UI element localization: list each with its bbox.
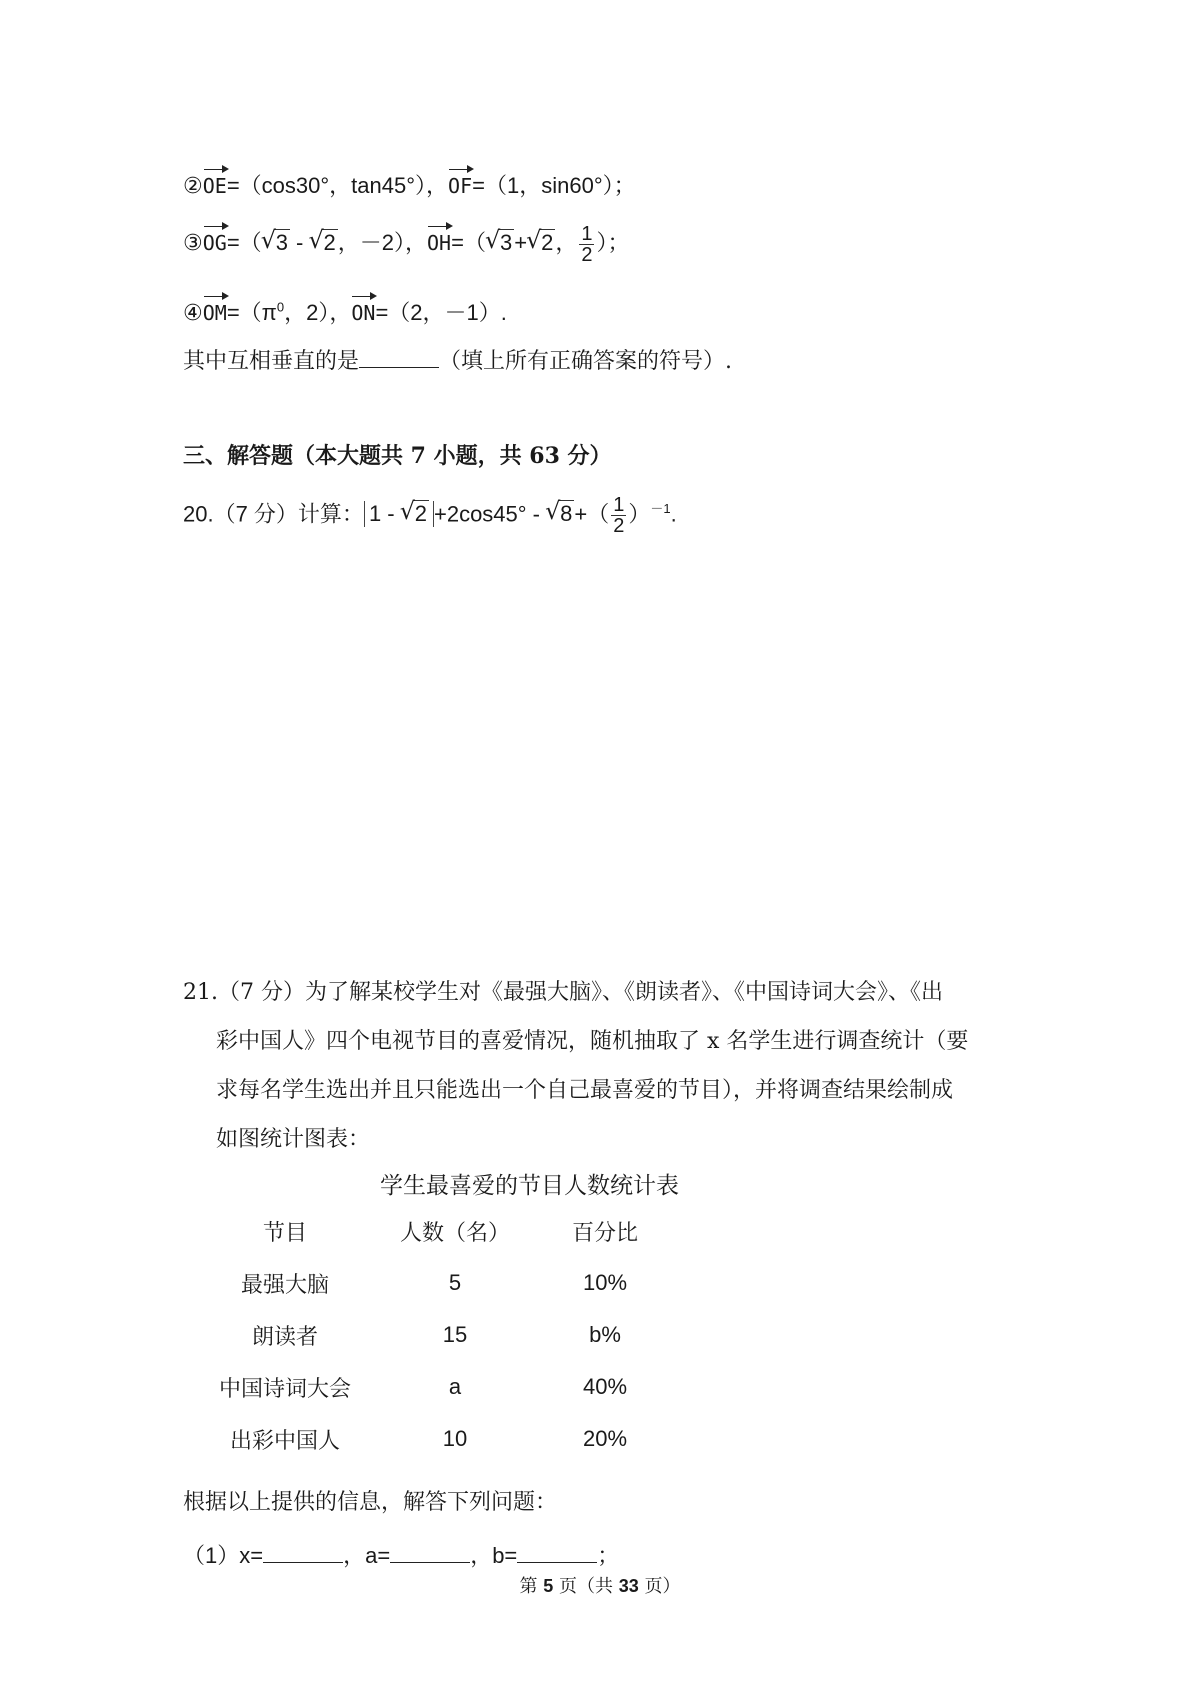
exponent: －1 [650, 501, 671, 516]
sqrt-2 [527, 228, 555, 258]
text: =（ [451, 230, 486, 255]
radicand: 2 [323, 230, 336, 255]
text: 页） [638, 1576, 681, 1597]
question-number: 20.（7 分）计算： [183, 501, 364, 527]
vector-item-4 [183, 292, 507, 328]
cell-count: 5 [448, 1270, 462, 1295]
table-row [200, 1309, 670, 1361]
text: 1 - [368, 501, 401, 527]
text: ，b= [470, 1543, 518, 1568]
cell-program: 中国诗词大会 [218, 1376, 351, 1402]
text: . [670, 501, 677, 527]
table-row [200, 1413, 670, 1465]
vector-of-value: =（1，sin60°）； [472, 173, 636, 198]
radicand: 2 [541, 230, 554, 255]
sqrt-2 [310, 228, 338, 258]
absolute-value [364, 501, 434, 527]
numerator: 1 [613, 494, 625, 517]
text: ，a= [343, 1543, 391, 1568]
radicand: 3 [499, 230, 513, 255]
table-header-row [200, 1205, 670, 1257]
table-row [200, 1361, 670, 1413]
cell-program: 朗读者 [251, 1324, 318, 1350]
text: ） [628, 501, 651, 527]
vector-item-2 [183, 165, 636, 201]
question-21-line-3: 求每名学生选出并且只能选出一个自己最喜爱的节目），并将调查结果绘制成 [216, 1078, 954, 1103]
vector-item-3 [183, 222, 629, 265]
text: 第 [519, 1576, 544, 1597]
text: +2cos45° - [433, 501, 547, 527]
question-text: 其中互相垂直的是 [183, 349, 360, 374]
sqrt-3 [262, 228, 290, 258]
cell-percent: b% [589, 1322, 621, 1347]
cell-count: a [448, 1374, 462, 1399]
cell-percent: 10% [582, 1270, 628, 1295]
cell-program: 最强大脑 [240, 1272, 329, 1298]
vector-on: ON [351, 292, 375, 328]
superscript: 0 [276, 299, 285, 315]
radicand: 3 [275, 230, 288, 255]
vector-oe: OE [203, 165, 227, 201]
page-footer [0, 1572, 1200, 1598]
text: ，－2）， [337, 230, 427, 255]
question-20 [183, 494, 677, 536]
question-hint: （填上所有正确答案的符号）. [439, 349, 733, 374]
stats-table [200, 1205, 670, 1465]
item-marker: ④ [183, 300, 203, 325]
fraction-one-half [579, 224, 594, 265]
section-heading: 三、解答题（本大题共 7 小题，共 63 分） [183, 443, 612, 469]
page-total: 33 [618, 1576, 639, 1596]
cell-count: 10 [442, 1426, 468, 1451]
denominator: 2 [613, 515, 625, 538]
text: + [514, 230, 528, 255]
radicand: 2 [414, 501, 427, 527]
cell-percent: 20% [582, 1426, 628, 1451]
text: （1）x= [183, 1543, 264, 1568]
blank-b[interactable] [517, 1540, 597, 1563]
question-21-line-2: 彩中国人》四个电视节目的喜爱情况，随机抽取了 x 名学生进行调查统计（要 [216, 1029, 969, 1054]
answer-blank[interactable] [359, 345, 439, 368]
header-program: 节目 [262, 1220, 307, 1246]
blank-x[interactable] [263, 1540, 343, 1563]
header-count: 人数（名） [399, 1220, 510, 1246]
cell-program: 出彩中国人 [229, 1428, 340, 1454]
text: ）； [596, 230, 630, 255]
table-row [200, 1257, 670, 1309]
vector-of: OF [448, 165, 472, 201]
page-number: 5 [543, 1576, 554, 1596]
text: ，2）， [284, 300, 352, 325]
denominator: 2 [581, 243, 593, 266]
vector-om: OM [203, 292, 227, 328]
vector-oe-value: =（cos30°，tan45°）， [226, 173, 449, 198]
header-percent: 百分比 [571, 1220, 638, 1246]
item-marker: ② [183, 173, 203, 198]
text: - [289, 230, 310, 255]
text: =（π [226, 300, 277, 325]
question-21-part-1 [183, 1540, 619, 1571]
perpendicular-question [183, 345, 732, 377]
table-title: 学生最喜爱的节目人数统计表 [380, 1173, 679, 1199]
cell-count: 15 [442, 1322, 468, 1347]
question-21-line-1: 21.（7 分）为了解某校学生对《最强大脑》、《朗读者》、《中国诗词大会》、《出 [183, 980, 943, 1005]
answer-intro: 根据以上提供的信息，解答下列问题： [183, 1490, 558, 1515]
numerator: 1 [581, 222, 593, 245]
text: 页（共 [553, 1576, 619, 1597]
vector-oh: OH [427, 222, 451, 258]
radicand: 8 [560, 501, 573, 527]
text: =（ [226, 230, 262, 255]
cell-percent: 40% [582, 1374, 628, 1399]
vector-og: OG [203, 222, 227, 258]
question-21-line-4: 如图统计图表： [216, 1127, 371, 1152]
sqrt-3 [486, 228, 514, 258]
fraction-one-half [611, 495, 626, 536]
text: ； [597, 1543, 620, 1568]
text: ， [555, 230, 578, 255]
text: +（ [574, 501, 610, 527]
blank-a[interactable] [390, 1540, 470, 1563]
sqrt-8 [546, 499, 574, 529]
sqrt-2 [401, 501, 429, 527]
item-marker: ③ [183, 230, 203, 255]
text: =（2，－1）. [375, 300, 507, 325]
